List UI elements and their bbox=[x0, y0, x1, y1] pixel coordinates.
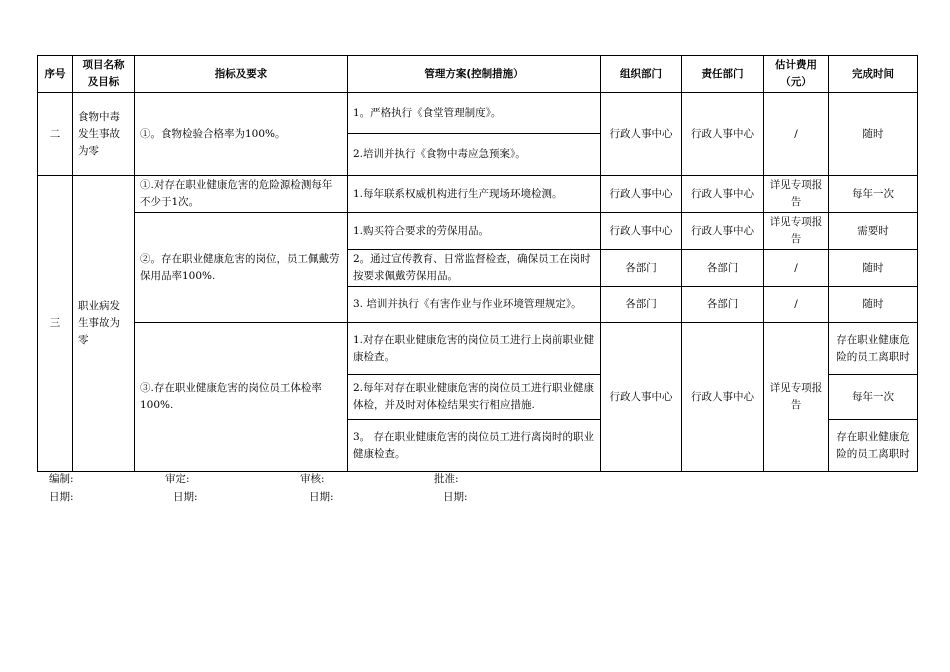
section2-plan-1: 1。严格执行《食堂管理制度》。 bbox=[348, 93, 601, 134]
section3-ind1-time: 每年一次 bbox=[829, 176, 918, 213]
section3-ind2-time-3: 随时 bbox=[829, 287, 918, 323]
section3-ind1-org: 行政人事中心 bbox=[601, 176, 682, 213]
section3-ind2-cost-1: 详见专项报告 bbox=[764, 213, 829, 250]
table-row bbox=[38, 213, 918, 250]
section3-ind3-plan-2: 2.每年对存在职业健康危害的岗位员工进行职业健康体检，并及时对体检结果实行相应措施. bbox=[348, 375, 601, 420]
header-indicator: 指标及要求 bbox=[135, 56, 348, 93]
header-org-dept: 组织部门 bbox=[601, 56, 682, 93]
section3-ind2-org-3: 各部门 bbox=[601, 287, 682, 323]
table-row bbox=[38, 323, 918, 348]
header-time: 完成时间 bbox=[829, 56, 918, 93]
signature-audit: 审核: bbox=[300, 473, 325, 485]
section3-ind3-time-1: 存在职业健康危险的员工离职时 bbox=[829, 323, 918, 375]
section3-ind3-time-3: 存在职业健康危险的员工离职时 bbox=[829, 420, 918, 472]
table-row bbox=[38, 176, 918, 213]
signature-review: 审定: bbox=[165, 473, 190, 485]
section3-indicator-2: ②。存在职业健康危害的岗位，员工佩戴劳保用品率100%. bbox=[135, 213, 348, 323]
section3-ind2-plan-3: 3. 培训并执行《有害作业与作业环境管理规定》。 bbox=[348, 287, 601, 323]
section3-ind3-resp: 行政人事中心 bbox=[682, 323, 764, 472]
section3-ind3-time-2: 每年一次 bbox=[829, 375, 918, 420]
date-review: 日期: bbox=[173, 491, 198, 503]
date-approve: 日期: bbox=[443, 491, 468, 503]
section3-ind3-cost: 详见专项报告 bbox=[764, 323, 829, 472]
management-plan-table bbox=[37, 55, 918, 472]
header-plan: 管理方案(控制措施） bbox=[348, 56, 601, 93]
section3-ind3-plan-3: 3。 存在职业健康危害的岗位员工进行离岗时的职业健康检查。 bbox=[348, 420, 601, 472]
header-resp-dept: 责任部门 bbox=[682, 56, 764, 93]
header-row bbox=[38, 56, 918, 93]
section3-ind2-time-2: 随时 bbox=[829, 250, 918, 287]
section3-ind1-cost: 详见专项报告 bbox=[764, 176, 829, 213]
section3-ind2-plan-2: 2。通过宣传教育、日常监督检查，确保员工在岗时按要求佩戴劳保用品。 bbox=[348, 250, 601, 287]
section3-ind2-resp-3: 各部门 bbox=[682, 287, 764, 323]
header-cost: 估计费用（元） bbox=[764, 56, 829, 93]
section2-org-dept: 行政人事中心 bbox=[601, 93, 682, 176]
section2-time: 随时 bbox=[829, 93, 918, 176]
section3-indicator-3: ③.存在职业健康危害的岗位员工体检率100%. bbox=[135, 323, 348, 472]
section3-ind1-plan: 1.每年联系权威机构进行生产现场环境检测。 bbox=[348, 176, 601, 213]
signature-editor: 编制: bbox=[49, 473, 74, 485]
section3-ind1-resp: 行政人事中心 bbox=[682, 176, 764, 213]
section2-cost: / bbox=[764, 93, 829, 176]
section3-seq: 三 bbox=[38, 176, 73, 472]
section3-ind2-resp-1: 行政人事中心 bbox=[682, 213, 764, 250]
table-row bbox=[38, 93, 918, 134]
section3-ind2-org-2: 各部门 bbox=[601, 250, 682, 287]
section2-plan-2: 2.培训并执行《食物中毒应急预案》。 bbox=[348, 134, 601, 176]
section2-resp-dept: 行政人事中心 bbox=[682, 93, 764, 176]
signature-approve: 批准: bbox=[434, 473, 459, 485]
section3-ind2-plan-1: 1.购买符合要求的劳保用品。 bbox=[348, 213, 601, 250]
header-project: 项目名称及目标 bbox=[73, 56, 135, 93]
section3-ind2-time-1: 需要时 bbox=[829, 213, 918, 250]
section2-indicator: ①。食物检验合格率为100%。 bbox=[135, 93, 348, 176]
section3-project: 职业病发生事故为零 bbox=[73, 176, 135, 472]
header-seq: 序号 bbox=[38, 56, 73, 93]
section3-ind2-cost-3: / bbox=[764, 287, 829, 323]
section3-ind3-plan-1: 1.对存在职业健康危害的岗位员工进行上岗前职业健康检查。 bbox=[348, 323, 601, 375]
section3-indicator-1: ①.对存在职业健康危害的危险源检测每年不少于1次。 bbox=[135, 176, 348, 213]
section3-ind2-cost-2: / bbox=[764, 250, 829, 287]
section2-project: 食物中毒发生事故为零 bbox=[73, 93, 135, 176]
section3-ind2-resp-2: 各部门 bbox=[682, 250, 764, 287]
date-audit: 日期: bbox=[309, 491, 334, 503]
section3-ind3-org: 行政人事中心 bbox=[601, 323, 682, 472]
date-editor: 日期: bbox=[49, 491, 74, 503]
section3-ind2-org-1: 行政人事中心 bbox=[601, 213, 682, 250]
section2-seq: 二 bbox=[38, 93, 73, 176]
